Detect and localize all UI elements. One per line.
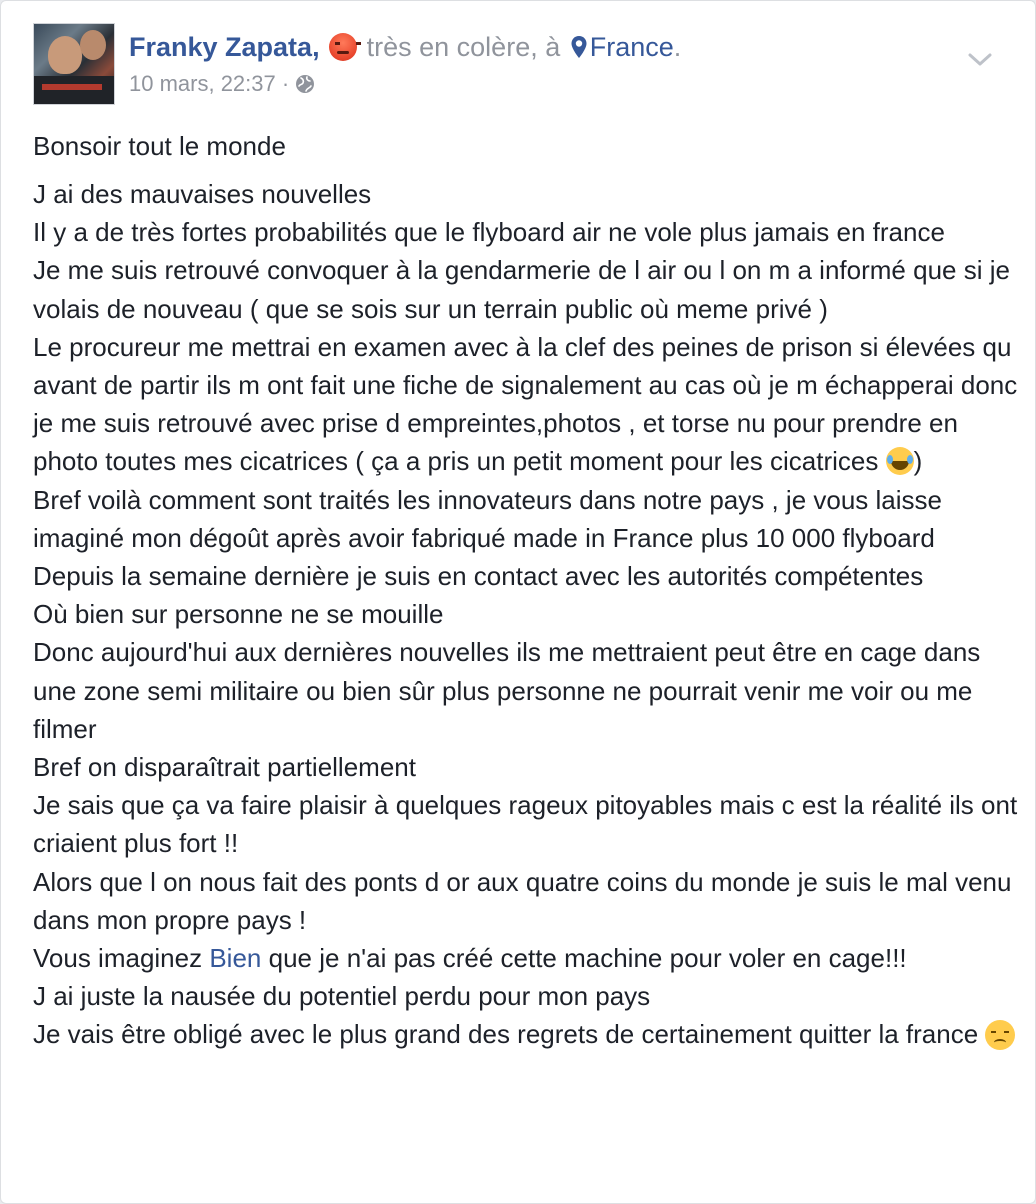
- post-line-text: Je vais être obligé avec le plus grand des regrets de certainement quitter la france: [33, 1019, 979, 1050]
- feeling-text: très en colère, à: [366, 32, 561, 62]
- post-line: [33, 328, 1023, 481]
- author-name[interactable]: Franky Zapata: [129, 32, 313, 62]
- post-line: Je me suis retrouvé convoquer à la gendarmerie de l air ou l on m a informé que si je volais de nouveau ( que se sois sur un terrain public où meme privé ): [33, 255, 1010, 324]
- post-line: [33, 939, 1023, 977]
- globe-icon[interactable]: [295, 74, 315, 94]
- post-line: Alors que l on nous fait des ponts d or aux quatre coins du monde je suis le mal venu dans mon propre pays !: [33, 866, 1012, 935]
- post-body: [33, 127, 1023, 1054]
- post-line: Donc aujourd'hui aux dernières nouvelles ils me mettraient peut être en cage dans une zone semi militaire ou bien sûr plus personne ne pourrait venir me voir ou me filmer: [33, 637, 981, 744]
- post-line-text: que je n'ai pas créé cette machine pour voler en cage!!!: [268, 943, 907, 974]
- post-greeting: Bonsoir tout le monde: [33, 131, 286, 161]
- post-line: Bref voilà comment sont traités les innovateurs dans notre pays , je vous laisse imaginé mon dégoût après avoir fabriqué made in France plus 10 000 flyboard: [33, 484, 942, 553]
- location-suffix: .: [673, 32, 682, 62]
- location-link[interactable]: France: [589, 32, 674, 62]
- map-pin-icon: [570, 35, 588, 59]
- post-line-closing: ): [913, 446, 923, 477]
- post-line: Je sais que ça va faire plaisir à quelques rageux pitoyables mais c est la réalité ils ont criaient plus fort !!: [33, 790, 1018, 859]
- post-text: [33, 175, 1023, 1054]
- author-suffix: ,: [312, 32, 320, 62]
- post-line-text: Le procureur me mettrai en examen avec à la clef des peines de prison si élevées qu avant de partir ils m ont fait une fiche de signalement au cas où je m échapperai donc je me suis retrouvé avec prise d empreintes,photos , et torse nu pour prendre en photo toutes mes cicatrices ( ça a pris un petit moment pour les cicatrices: [33, 331, 1018, 477]
- post-title-line: [129, 29, 989, 65]
- hashtag-link[interactable]: Bien: [209, 943, 262, 974]
- post-meta: [129, 29, 989, 99]
- post-line: [33, 1015, 1023, 1053]
- post-line: J ai juste la nausée du potentiel perdu pour mon pays: [33, 981, 651, 1012]
- face-with-tears-of-joy-icon: [886, 447, 914, 475]
- post-header: [33, 23, 1013, 107]
- date-separator: ·: [275, 71, 296, 96]
- disappointed-face-icon: [985, 1020, 1015, 1050]
- post-line: J ai des mauvaises nouvelles: [33, 179, 372, 209]
- post-line: Où bien sur personne ne se mouille: [33, 599, 444, 630]
- chevron-down-icon[interactable]: [967, 51, 993, 69]
- author-avatar[interactable]: [33, 23, 115, 105]
- post-line: Il y a de très fortes probabilités que le flyboard air ne vole plus jamais en france: [33, 217, 945, 248]
- post-line: Depuis la semaine dernière je suis en contact avec les autorités compétentes: [33, 561, 924, 592]
- angry-face-icon: [329, 33, 357, 61]
- post-line: Bref on disparaîtrait partiellement: [33, 752, 416, 783]
- post-line-text: Vous imaginez: [33, 943, 203, 974]
- post-date[interactable]: 10 mars, 22:37: [129, 71, 276, 96]
- post-timestamp-line: [129, 69, 989, 99]
